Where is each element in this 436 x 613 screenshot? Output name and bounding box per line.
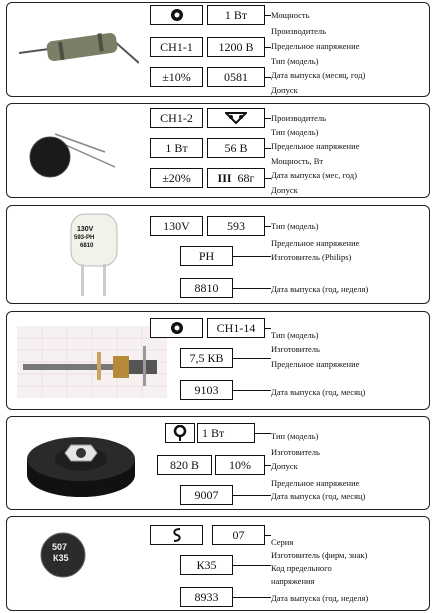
date-month: III — [217, 171, 232, 185]
series-box: 07 — [212, 525, 265, 545]
label-code-cont: напряжения — [271, 576, 315, 586]
label-type: Тип (модель) — [271, 56, 319, 66]
label-voltage: Предельное напряжение — [271, 478, 360, 488]
label-date: Дата выпуска (год, неделя) — [271, 284, 369, 294]
label-maker: Изготовитель — [271, 447, 320, 457]
label-date: Дата выпуска (год, месяц) — [271, 491, 366, 501]
manufacturer-logo-icon — [225, 112, 247, 124]
photo-text-line-2: 593-PH — [74, 235, 95, 241]
disc-component-photo — [25, 427, 140, 503]
power-box: 1 Вт — [197, 423, 255, 443]
label-voltage: Предельное напряжение — [271, 41, 360, 51]
type-box: СН1-14 — [207, 318, 265, 338]
label-date: Дата выпуска (год, неделя) — [271, 593, 369, 603]
label-tolerance: Допуск — [271, 85, 298, 95]
voltage-box: 1200 В — [207, 37, 265, 57]
logo-box — [207, 108, 265, 128]
component-panel-5 — [6, 416, 430, 510]
maker-box: PH — [180, 246, 233, 266]
label-type: Тип (модель) — [271, 221, 319, 231]
date-box: 0581 — [207, 67, 265, 87]
date-box — [207, 168, 265, 188]
label-tolerance: Допуск — [271, 185, 298, 195]
manufacturer-logo-icon — [170, 8, 184, 22]
logo-box — [165, 423, 195, 443]
label-maker: Производитель — [271, 26, 326, 36]
photo-text-line-1: 130V — [77, 226, 94, 233]
photo-text-line-2: К35 — [53, 553, 69, 563]
label-date: Дата выпуска (год, месяц) — [271, 387, 366, 397]
label-power: Мощность, Вт — [271, 156, 324, 166]
label-maker: Производитель — [271, 113, 326, 123]
manufacturer-logo-icon — [173, 425, 187, 441]
logo-box — [150, 318, 203, 338]
component-panel-1 — [6, 2, 430, 97]
voltage-box: 7,5 КВ — [180, 348, 233, 368]
date-year: 68г — [237, 171, 255, 185]
label-voltage: Предельное напряжение — [271, 238, 360, 248]
manufacturer-logo-icon — [171, 527, 183, 543]
label-code: Код предельного — [271, 563, 332, 573]
power-box: 1 Вт — [150, 138, 203, 158]
maker-box: СН1-1 — [150, 37, 203, 57]
label-maker: Изготовитель — [271, 344, 320, 354]
tolerance-box: 10% — [215, 455, 265, 475]
capacitor-photo — [65, 210, 125, 300]
code-box: К35 — [180, 555, 233, 575]
tolerance-box: ±10% — [150, 67, 203, 87]
tolerance-box: ±20% — [150, 168, 203, 188]
logo-box — [150, 5, 203, 25]
power-box: 1 Вт — [207, 5, 265, 25]
date-box: 8933 — [180, 587, 233, 607]
voltage-box: 56 В — [207, 138, 265, 158]
label-date: Дата выпуска (мес, год) — [271, 170, 357, 180]
label-tolerance: Допуск — [271, 461, 298, 471]
label-date: Дата выпуска (месяц, год) — [271, 70, 366, 80]
type-box: 593 — [207, 216, 265, 236]
date-box: 8810 — [180, 278, 233, 298]
label-power: Мощность — [271, 10, 310, 20]
label-type: Тип (модель) — [271, 330, 319, 340]
varistor-photo — [15, 112, 145, 192]
potentiometer-photo — [17, 326, 167, 398]
label-voltage: Предельное напряжение — [271, 359, 360, 369]
resistor-photo — [19, 23, 139, 73]
component-panel-2 — [6, 103, 430, 198]
label-type: Тип (модель) — [271, 431, 319, 441]
manufacturer-logo-icon — [170, 321, 184, 335]
label-type: Тип (модель) — [271, 127, 319, 137]
voltage-box: 820 В — [157, 455, 212, 475]
label-series: Серия — [271, 537, 294, 547]
component-panel-3 — [6, 205, 430, 304]
photo-text-line-1: 507 — [52, 542, 68, 552]
photo-text-line-3: 6810 — [80, 243, 94, 249]
date-box: 9103 — [180, 380, 233, 400]
date-box: 9007 — [180, 485, 233, 505]
varistor-photo — [35, 527, 95, 587]
type-box: СН1-2 — [150, 108, 203, 128]
label-maker: Изготовитель (фирм, знак) — [271, 550, 368, 560]
voltage-box: 130V — [150, 216, 203, 236]
label-maker: Изготовитель (Philips) — [271, 252, 352, 262]
component-panel-4 — [6, 311, 430, 410]
logo-box — [150, 525, 203, 545]
component-panel-6 — [6, 516, 430, 611]
label-voltage: Предельное напряжение — [271, 141, 360, 151]
